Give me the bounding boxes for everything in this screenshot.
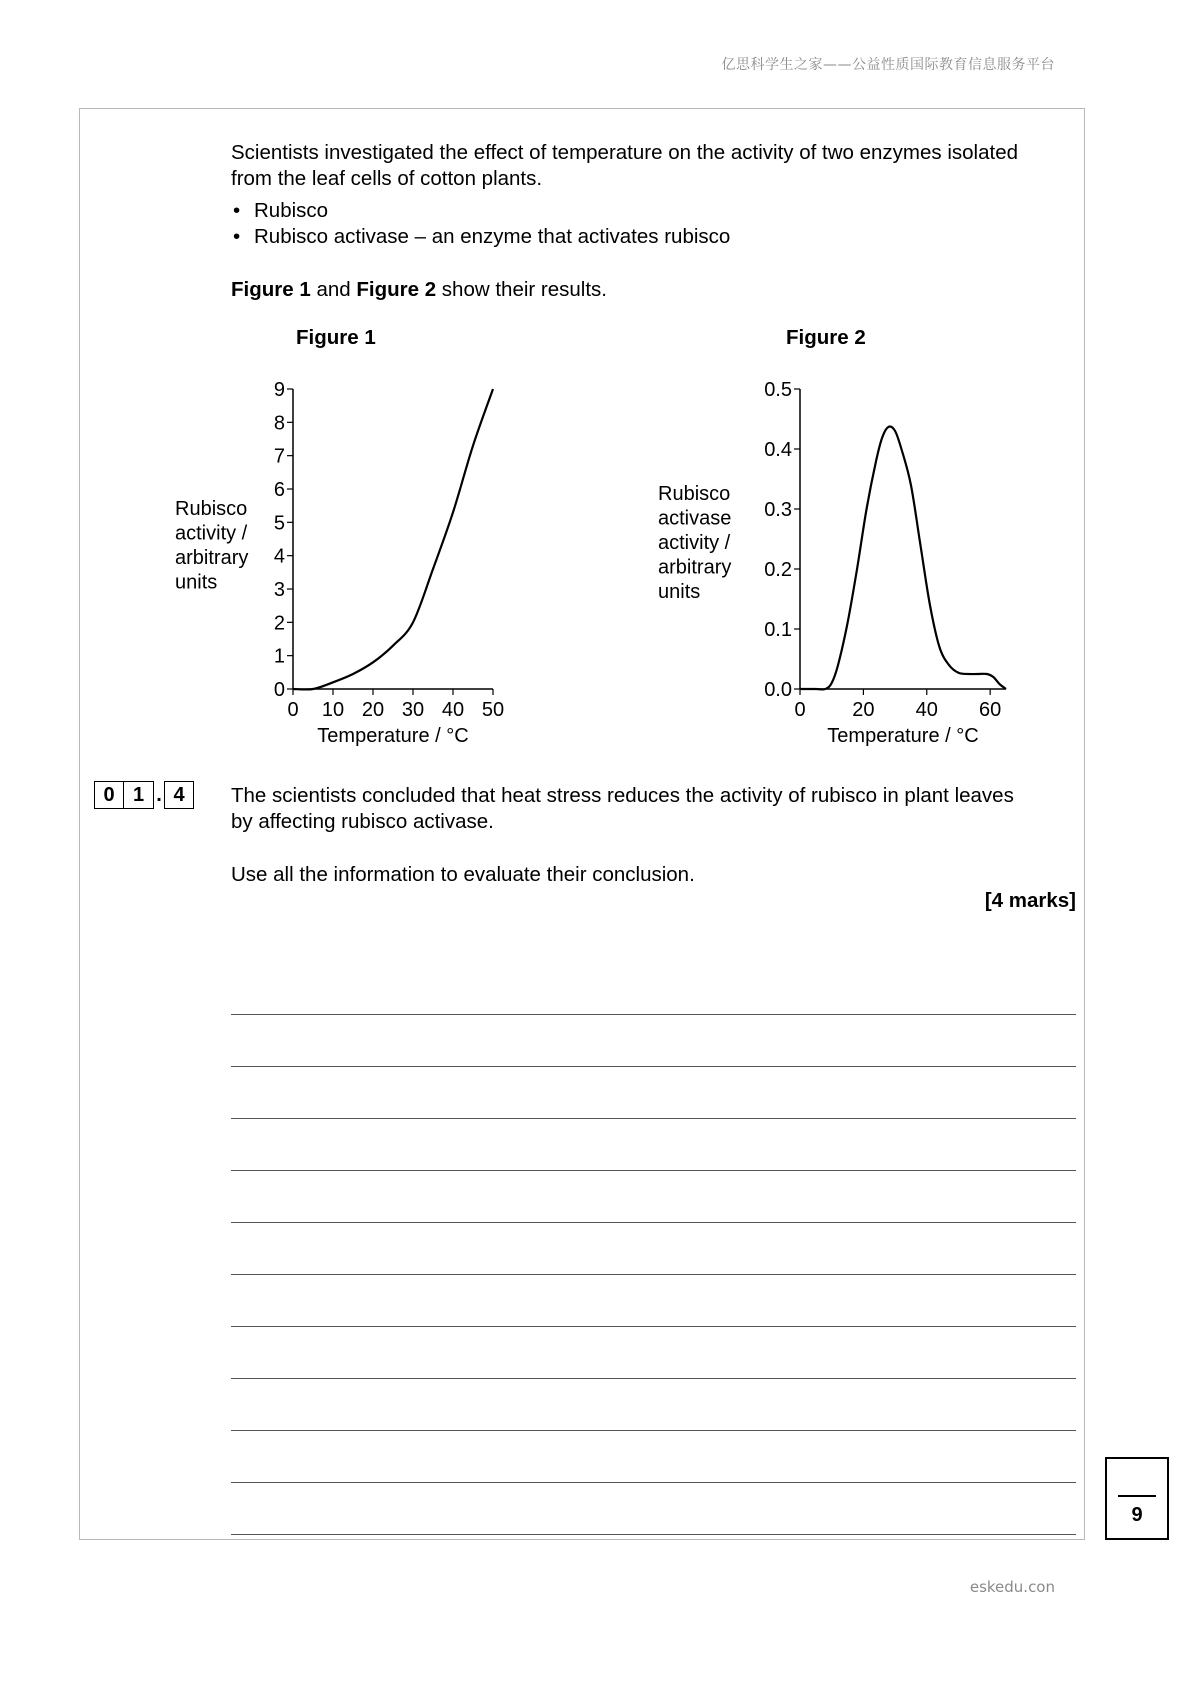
enzyme-list [231, 198, 730, 250]
y-tick-label: 8 [273, 412, 285, 435]
figure-1-ref: Figure 1 [231, 278, 311, 301]
x-tick-label: 10 [321, 699, 345, 721]
y-axis-label: arbitrary [175, 547, 249, 569]
x-axis-label: Temperature / °C [827, 725, 979, 747]
y-tick-label: 5 [273, 512, 285, 535]
y-tick-label: 7 [273, 445, 285, 468]
series-line [800, 426, 1006, 689]
y-tick-label: 0.2 [764, 559, 792, 581]
y-axis-label: Rubisco [175, 498, 248, 520]
x-tick-label: 60 [979, 699, 1002, 721]
y-tick-label: 4 [273, 545, 285, 568]
y-axis-label: activity / [658, 532, 731, 554]
footer-site: eskedu.con [969, 1578, 1055, 1596]
figure-2-ref: Figure 2 [356, 278, 437, 301]
score-divider [1118, 1495, 1156, 1497]
x-tick-label: 20 [852, 699, 875, 721]
x-tick-label: 40 [915, 699, 938, 721]
figure-1-chart [160, 370, 520, 760]
answer-line[interactable] [231, 1275, 1076, 1327]
y-tick-label: 0.4 [764, 439, 792, 461]
answer-line[interactable] [231, 963, 1076, 1015]
y-tick-label: 0.5 [764, 379, 792, 401]
y-tick-label: 0.1 [764, 619, 792, 641]
x-tick-label: 0 [287, 699, 299, 721]
y-axis-label: Rubisco [658, 483, 731, 505]
question-number [94, 781, 194, 809]
y-tick-label: 6 [273, 479, 285, 501]
answer-line[interactable] [231, 1223, 1076, 1275]
question-instruction: Use all the information to evaluate their conclusion. [231, 863, 695, 886]
series-line [293, 389, 493, 689]
y-axis-label: activity / [175, 522, 248, 545]
y-tick-label: 1 [273, 645, 285, 668]
intro-paragraph: Scientists investigated the effect of temperature on the activity of two enzymes isolated from the leaf cells of cotton plants. [231, 141, 1019, 190]
x-tick-label: 50 [481, 699, 505, 721]
y-axis-label: units [175, 571, 218, 594]
question-number-box: 1 [124, 781, 154, 809]
answer-line[interactable] [231, 1067, 1076, 1119]
figure-2-chart [645, 370, 1025, 760]
y-tick-label: 9 [273, 379, 285, 401]
answer-line[interactable] [231, 1171, 1076, 1223]
y-tick-label: 0 [273, 679, 285, 701]
header-watermark: 亿思科学生之家——公益性质国际教育信息服务平台 [721, 57, 1055, 73]
marks-label: [4 marks] [984, 889, 1076, 912]
figure-1-title: Figure 1 [296, 326, 376, 349]
answer-line[interactable] [231, 1327, 1076, 1379]
score-value: 9 [1131, 1504, 1143, 1526]
question-number-separator: . [156, 783, 162, 806]
question-number-box: 4 [164, 781, 194, 809]
score-box [1105, 1457, 1169, 1540]
y-axis-label: units [658, 581, 701, 603]
y-tick-label: 2 [273, 612, 285, 635]
answer-area[interactable] [231, 963, 1076, 1535]
answer-line[interactable] [231, 1431, 1076, 1483]
y-tick-label: 0.0 [764, 679, 792, 701]
figures-ref-tail: show their results. [436, 278, 608, 301]
y-tick-label: 0.3 [764, 499, 792, 521]
answer-line[interactable] [231, 1015, 1076, 1067]
figures-ref-and: and [310, 278, 357, 301]
x-tick-label: 40 [441, 699, 465, 721]
question-stem: The scientists concluded that heat stress reduces the activity of rubisco in plant leaves by affecting rubisco activase. [231, 784, 1014, 833]
figure-2-title: Figure 2 [786, 326, 866, 349]
x-tick-label: 30 [401, 699, 425, 721]
list-item: • Rubisco [231, 198, 730, 224]
y-axis-label: arbitrary [658, 556, 732, 579]
answer-line[interactable] [231, 1483, 1076, 1535]
x-tick-label: 20 [361, 699, 385, 721]
question-number-box: 0 [94, 781, 124, 809]
list-item: • Rubisco activase – an enzyme that activates rubisco [231, 224, 730, 250]
x-tick-label: 0 [794, 699, 806, 721]
answer-line[interactable] [231, 1119, 1076, 1171]
x-axis-label: Temperature / °C [317, 725, 469, 747]
answer-line[interactable] [231, 1379, 1076, 1431]
y-axis-label: activase [658, 507, 732, 530]
figures-reference [231, 277, 607, 303]
y-tick-label: 3 [273, 579, 285, 601]
